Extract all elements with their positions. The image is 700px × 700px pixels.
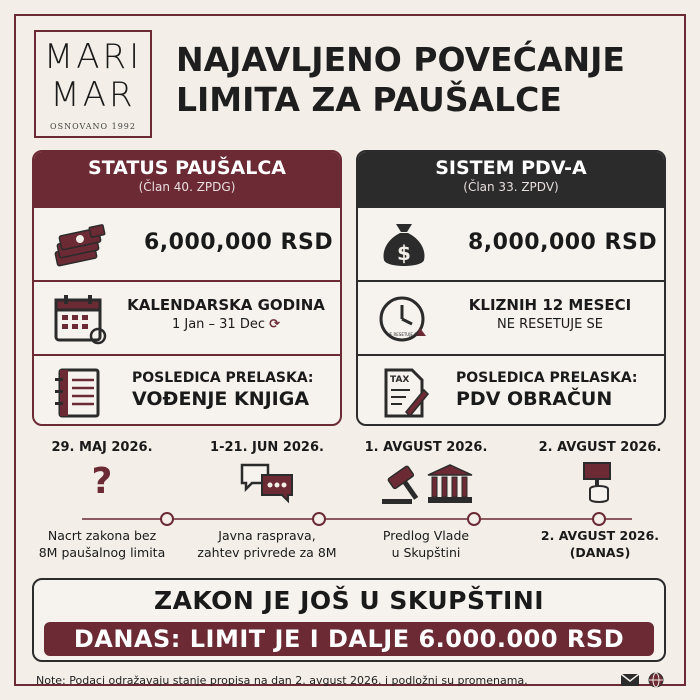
timeline-desc <box>346 527 506 561</box>
timeline-desc-line: Predlog Vlade <box>382 528 470 543</box>
status-banner <box>32 578 666 662</box>
period-subtitle: NE RESETUJE SE <box>497 317 603 332</box>
consequence-title: POSLEDICA PRELASKA: <box>132 370 314 386</box>
timeline-desc <box>520 527 680 561</box>
timeline-item <box>187 440 347 561</box>
svg-text:$: $ <box>397 241 411 265</box>
period-title: KALENDARSKA GODINA <box>127 296 325 314</box>
period-row <box>34 280 340 354</box>
card-header <box>358 152 664 206</box>
sistem-pdv-card <box>356 150 666 426</box>
consequence-title: POSLEDICA PRELASKA: <box>456 370 638 386</box>
money-stack-icon <box>52 218 108 272</box>
calendar-icon <box>52 292 108 346</box>
card-heading: STATUS PAUŠALCA <box>88 157 286 179</box>
card-header <box>34 152 340 206</box>
timeline-item <box>346 440 506 561</box>
amount-row <box>34 206 340 280</box>
logo-line-2: MAR <box>50 75 136 115</box>
ledger-book-icon <box>52 366 108 420</box>
title-line-1: NAJAVLJENO POVEĆANJE <box>176 40 625 79</box>
consequence-value: VOĐENJE KNJIGA <box>132 388 310 410</box>
timeline-desc <box>187 527 347 561</box>
envelope-icon[interactable] <box>620 672 640 688</box>
consequence-text <box>442 356 658 426</box>
hand-vote-sign-icon <box>520 459 680 505</box>
period-text <box>118 282 334 354</box>
period-range: 1 Jan – 31 Dec <box>171 317 265 332</box>
timeline-desc-line: Javna rasprava, <box>218 528 316 543</box>
timeline-date: 1. AVGUST 2026. <box>364 440 488 455</box>
card-subheading: (Član 40. ZPDG) <box>138 180 236 194</box>
logo-line-1: MARI <box>43 37 143 77</box>
question-mark-icon: ? <box>91 461 113 502</box>
timeline-date: 1-21. JUN 2026. <box>210 440 324 455</box>
period-title: KLIZNIH 12 MESECI <box>468 296 632 314</box>
card-subheading: (Član 33. ZPDV) <box>463 180 559 194</box>
consequence-row <box>358 354 664 426</box>
timeline-desc <box>22 527 182 561</box>
page-title <box>176 40 686 120</box>
chat-bubbles-icon <box>187 459 347 505</box>
timeline-date: 2. AVGUST 2026. <box>538 440 662 455</box>
timeline-item <box>22 440 182 561</box>
consequence-text <box>118 356 334 426</box>
period-row <box>358 280 664 354</box>
period-subtitle <box>118 317 334 332</box>
timeline-desc-line: 2. AVGUST 2026. <box>540 528 660 543</box>
title-line-2: LIMITA ZA PAUŠALCE <box>176 80 562 119</box>
tax-label: TAX <box>390 375 410 385</box>
timeline-desc-line: (DANAS) <box>569 545 631 560</box>
marimar-logo <box>34 30 152 138</box>
globe-icon[interactable] <box>646 672 666 688</box>
banner-headline: ZAKON JE JOŠ U SKUPŠTINI <box>153 586 545 615</box>
refresh-icon: ⟳ <box>269 317 281 332</box>
consequence-value: PDV OBRAČUN <box>456 388 613 410</box>
status-pausalca-card <box>32 150 342 426</box>
pdv-limit-amount: 8,000,000 RSD <box>468 230 658 255</box>
timeline-desc-line: zahtev privrede za 8M <box>197 545 337 560</box>
period-text <box>442 282 658 354</box>
timeline-desc-line: u Skupštini <box>391 545 461 560</box>
timeline-desc-line: 8M paušalnog limita <box>38 545 166 560</box>
card-heading: SISTEM PDV-A <box>435 157 587 179</box>
timeline-desc-line: Nacrt zakona bez <box>47 528 157 543</box>
logo-subtitle: OSNOVANO 1992 <box>50 122 136 131</box>
gavel-parliament-icon <box>346 459 506 505</box>
tax-document-icon <box>376 366 432 420</box>
clock-label: NE RESETUJE SE <box>386 332 420 337</box>
consequence-row <box>34 354 340 426</box>
rolling-clock-icon <box>376 292 432 346</box>
amount-row <box>358 206 664 280</box>
money-bag-icon <box>376 218 432 272</box>
banner-current-limit: DANAS: LIMIT JE I DALJE 6.000.000 RSD <box>44 622 654 656</box>
footnote: Note: Podaci odražavaju stanje propisa na dan 2. avgust 2026. i podložni su promenama. <box>36 674 528 687</box>
pausal-limit-amount: 6,000,000 RSD <box>144 230 334 255</box>
timeline <box>32 440 672 570</box>
timeline-date: 29. MAJ 2026. <box>51 440 153 455</box>
timeline-item <box>520 440 680 561</box>
